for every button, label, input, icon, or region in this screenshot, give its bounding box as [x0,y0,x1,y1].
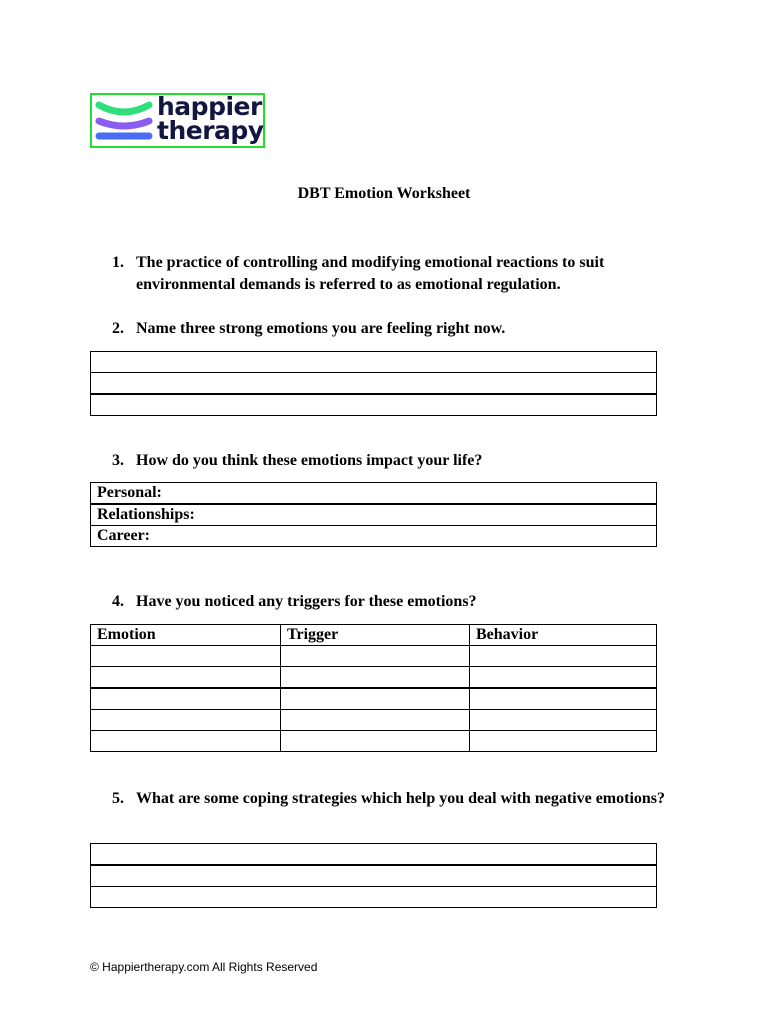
question-number: 5. [112,790,124,807]
column-header-trigger: Trigger [281,625,470,646]
table-cell[interactable] [470,710,657,731]
table-cell[interactable] [470,646,657,667]
table-cell[interactable] [470,667,657,689]
answer-cell[interactable] [91,887,657,908]
question-5 [112,788,672,810]
table-cell[interactable] [91,731,281,752]
table-cell[interactable] [91,646,281,667]
table-cell[interactable] [91,667,281,689]
table-cell[interactable] [470,688,657,710]
impact-row-career[interactable]: Career: [91,526,657,547]
question-text: The practice of controlling and modifying emotional reactions to suit environmental demands is referred to as emotional regulation. [136,254,605,293]
table-cell[interactable] [281,688,470,710]
logo-waves-icon [95,99,153,143]
column-header-behavior: Behavior [470,625,657,646]
coping-table [90,843,657,908]
table-cell[interactable] [470,731,657,752]
impact-row-personal[interactable]: Personal: [91,483,657,505]
copyright-footer: © Happiertherapy.com All Rights Reserved [90,960,318,974]
table-cell[interactable] [281,710,470,731]
answer-cell[interactable] [91,394,657,416]
question-number: 4. [112,593,124,610]
logo-line-2: therapy [157,116,264,145]
question-text: Name three strong emotions you are feeling right now. [136,320,506,337]
impact-table [90,482,657,547]
question-text: Have you noticed any triggers for these emotions? [136,593,477,610]
answer-cell[interactable] [91,352,657,373]
question-4 [112,591,672,613]
question-text: What are some coping strategies which help you deal with negative emotions? [136,790,666,807]
emotions-table [90,351,657,416]
answer-cell[interactable] [91,865,657,887]
question-number: 3. [112,452,124,469]
table-cell[interactable] [91,710,281,731]
table-cell[interactable] [281,646,470,667]
question-2 [112,318,672,340]
answer-cell[interactable] [91,844,657,866]
answer-cell[interactable] [91,373,657,395]
triggers-table [90,624,657,752]
impact-row-relationships[interactable]: Relationships: [91,504,657,526]
table-cell[interactable] [91,688,281,710]
column-header-emotion: Emotion [91,625,281,646]
question-number: 1. [112,254,124,271]
worksheet-title: DBT Emotion Worksheet [297,185,471,202]
question-text: How do you think these emotions impact your life? [136,452,483,469]
table-cell[interactable] [281,731,470,752]
question-1 [112,252,672,296]
question-number: 2. [112,320,124,337]
logo-wordmark [157,92,265,145]
logo-line-1: happier [157,92,262,121]
question-3 [112,450,672,472]
table-cell[interactable] [281,667,470,689]
logo [90,93,265,148]
